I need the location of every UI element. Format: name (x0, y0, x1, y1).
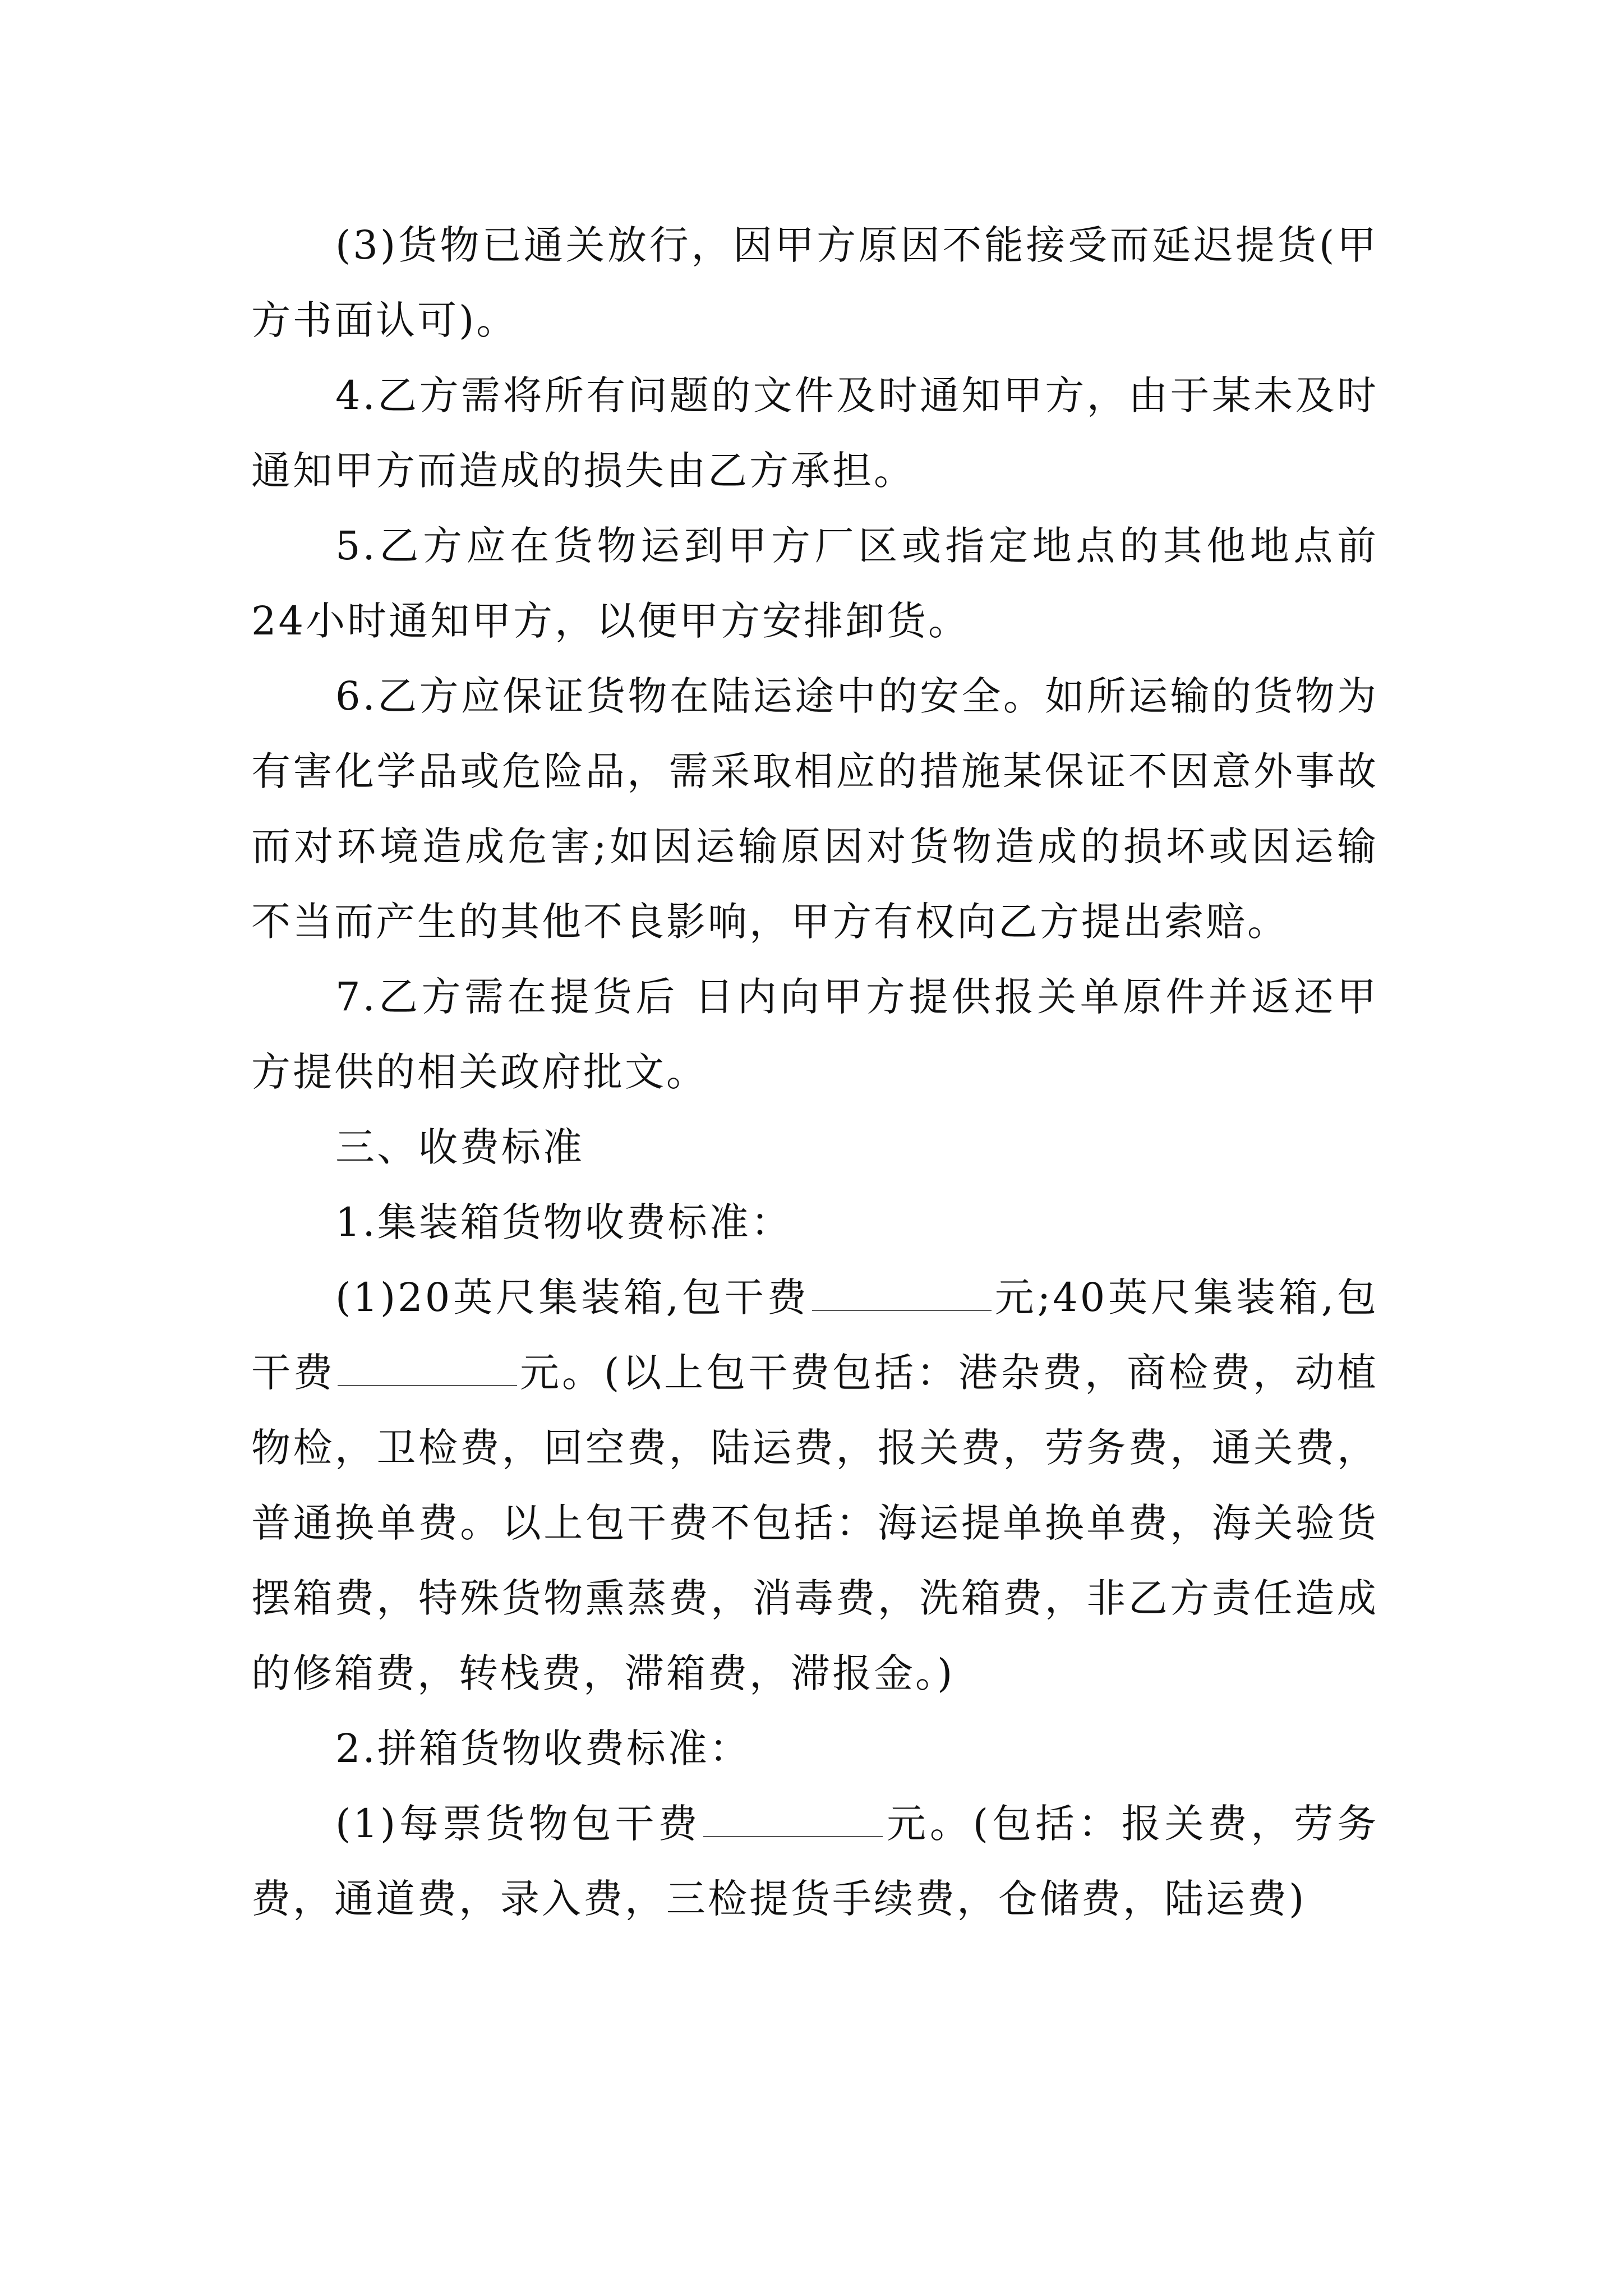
subheading-lcl-fees (251, 1711, 1378, 1786)
paragraph-text: (1)每票货物包干费 (335, 1801, 702, 1847)
fill-in-blank-per-shipment-fee[interactable] (703, 1801, 883, 1837)
paragraph-text: 元。(包括：报关费，劳务费，通道费，录入费，三检提货手续费，仓储费，陆运费) (251, 1801, 1378, 1922)
paragraph-item3-delayed-pickup (251, 208, 1378, 358)
paragraph-item6-safety (251, 659, 1378, 959)
paragraph-text: 6.乙方应保证货物在陆运途中的安全。如所运输的货物为有害化学品或危险品，需采取相应的措施某保证不因意外事故而对环境造成危害;如因运输原因对货物造成的损坏或因运输不当而产生的其他不良影响，甲方有权向乙方提出索赔。 (251, 673, 1378, 945)
fill-in-blank-20ft-fee[interactable] (812, 1275, 992, 1311)
heading-text: 1.集装箱货物收费标准： (335, 1199, 792, 1245)
subheading-container-fees (251, 1185, 1378, 1260)
paragraph-text: 7.乙方需在提货后 日内向甲方提供报关单原件并返还甲方提供的相关政府批文。 (251, 974, 1378, 1095)
paragraph-container-fee-details (251, 1260, 1378, 1711)
paragraph-item4-notification (251, 358, 1378, 508)
heading-text: 2.拼箱货物收费标准： (335, 1726, 751, 1772)
paragraph-text: 元;40英尺集装箱,包干费 (251, 1274, 1378, 1396)
document-body (251, 208, 1378, 1936)
paragraph-item5-advance-notice (251, 508, 1378, 659)
paragraph-text: 4.乙方需将所有问题的文件及时通知甲方，由于某未及时通知甲方而造成的损失由乙方承担。 (251, 372, 1378, 494)
section-heading-fee-standard (251, 1110, 1378, 1185)
paragraph-text: (1)20英尺集装箱,包干费 (335, 1274, 810, 1320)
paragraph-text: 元。(以上包干费包括：港杂费，商检费，动植物检，卫检费，回空费，陆运费，报关费，劳务费，通关费，普通换单费。以上包干费不包括：海运提单换单费，海关验货摆箱费，特殊货物熏蒸费，消毒费，洗箱费，非乙方责任造成的修箱费，转栈费，滞箱费，滞报金。) (251, 1350, 1379, 1696)
paragraph-text: (3)货物已通关放行，因甲方原因不能接受而延迟提货(甲方书面认可)。 (251, 222, 1378, 343)
paragraph-lcl-fee-details (251, 1786, 1378, 1936)
fill-in-blank-40ft-fee[interactable] (338, 1350, 517, 1386)
paragraph-item7-documents (251, 959, 1378, 1110)
heading-text: 三、收费标准 (335, 1124, 584, 1170)
paragraph-text: 5.乙方应在货物运到甲方厂区或指定地点的其他地点前24小时通知甲方，以便甲方安排卸货。 (251, 523, 1378, 644)
